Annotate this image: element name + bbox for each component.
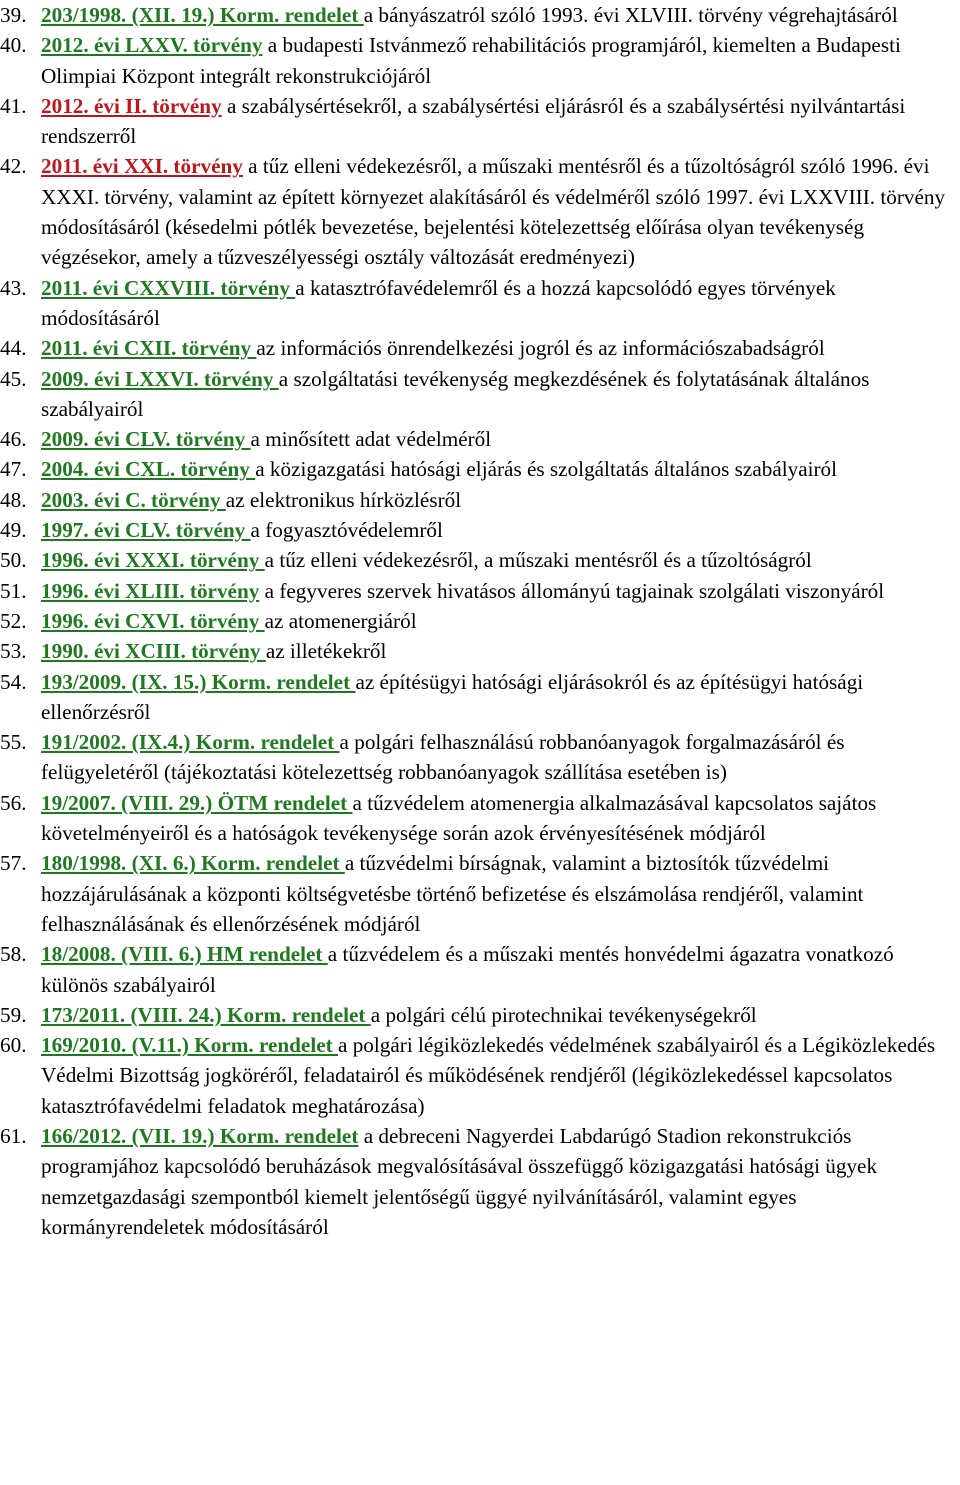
item-number: 59. [0, 1002, 27, 1027]
legislation-title: az építésügyi hatósági eljárásokról és az építésügyi hatósági ellenőrzésről [41, 669, 864, 724]
legislation-title: a bányászatról szóló 1993. évi XLVIII. törvény végrehajtásáról [363, 3, 898, 27]
item-number: 45. [0, 366, 27, 391]
item-number: 57. [0, 851, 27, 876]
legislation-link[interactable]: 1996. évi XXXI. törvény [41, 548, 265, 573]
item-number: 40. [0, 33, 27, 58]
legislation-title: a szolgáltatási tevékenység megkezdésének és folytatásának általános szabályairól [41, 366, 870, 421]
legislation-link[interactable]: 193/2009. (IX. 15.) Korm. rendelet [41, 669, 356, 694]
item-number: 43. [0, 275, 27, 300]
list-item [0, 0, 960, 30]
list-item [0, 939, 960, 1000]
legislation-link[interactable]: 173/2011. (VIII. 24.) Korm. rendelet [41, 1002, 371, 1027]
legislation-title: a tűzvédelem és a műszaki mentés honvédelmi ágazatra vonatkozó különös szabályairól [41, 942, 894, 997]
list-item [0, 273, 960, 334]
legislation-title: a debreceni Nagyerdei Labdarúgó Stadion rekonstrukciós programjához kapcsolódó beruházások megvalósításával összefüggő közigazgatási hatósági ügyek nemzetgazdasági szempontból kiemelt jelentőségű üggyé nyilvánításáról, valamint egyes kormányrendeletek módosításáról [41, 1123, 878, 1239]
item-number: 58. [0, 942, 27, 967]
legislation-title: az atomenergiáról [264, 608, 417, 633]
item-number: 47. [0, 457, 27, 482]
legislation-link[interactable]: 2011. évi XXI. törvény [41, 154, 243, 179]
legislation-link[interactable]: 1997. évi CLV. törvény [41, 518, 251, 543]
list-item [0, 545, 960, 575]
item-number: 46. [0, 427, 27, 452]
legislation-title: a budapesti Istvánmező rehabilitációs programjáról, kiemelten a Budapesti Olimpiai Központ integrált rekonstrukciójáról [41, 33, 901, 88]
legislation-title: a fegyveres szervek hivatásos állományú tagjainak szolgálati viszonyáról [259, 578, 885, 603]
item-number: 44. [0, 336, 27, 361]
list-item [0, 606, 960, 636]
list-item [0, 454, 960, 484]
legislation-title: a tűzvédelem atomenergia alkalmazásával kapcsolatos sajátos követelményeiről és a hatóságok tevékenysége során azok érvényesítésének módjáról [41, 790, 877, 846]
legislation-link[interactable]: 2009. évi LXXVI. törvény [41, 366, 279, 391]
item-number: 53. [0, 639, 27, 664]
list-item [0, 636, 960, 666]
item-number: 61. [0, 1123, 27, 1148]
item-number: 39. [0, 3, 27, 27]
legislation-link[interactable]: 191/2002. (IX.4.) Korm. rendelet [41, 730, 340, 755]
legislation-title: a tűzvédelmi bírságnak, valamint a biztosítók tűzvédelmi hozzájárulásának a központi költségvetésbe történő befizetése és elszámolása rendjéről, valamint felhasználásának és ellenőrzésének módjáról [41, 851, 864, 936]
item-number: 56. [0, 790, 27, 815]
legislation-title: a katasztrófavédelemről és a hozzá kapcsolódó egyes törvények módosításáról [41, 275, 836, 330]
legislation-link[interactable]: 2011. évi CXII. törvény [41, 336, 257, 361]
list-item [0, 485, 960, 515]
legislation-title: a fogyasztóvédelemről [250, 518, 443, 543]
legislation-title: az illetékekről [265, 639, 387, 664]
list-item [0, 1121, 960, 1242]
item-number: 60. [0, 1033, 27, 1058]
list-item [0, 364, 960, 425]
legislation-title: a szabálysértésekről, a szabálysértési eljárásról és a szabálysértési nyilvántartási rendszerről [41, 93, 906, 149]
legislation-link[interactable]: 19/2007. (VIII. 29.) ÖTM rendelet [41, 790, 353, 815]
legislation-link[interactable]: 166/2012. (VII. 19.) Korm. rendelet [41, 1123, 359, 1148]
list-item [0, 333, 960, 363]
legislation-link[interactable]: 2003. évi C. törvény [41, 487, 226, 512]
item-number: 51. [0, 578, 27, 603]
legislation-link[interactable]: 18/2008. (VIII. 6.) HM rendelet [41, 942, 328, 967]
item-number: 50. [0, 548, 27, 573]
legislation-link[interactable]: 203/1998. (XII. 19.) Korm. rendelet [41, 3, 364, 27]
list-item [0, 1030, 960, 1121]
item-number: 42. [0, 154, 27, 179]
list-item [0, 515, 960, 545]
legislation-title: a polgári célú pirotechnikai tevékenységekről [370, 1002, 757, 1027]
legislation-title: a polgári felhasználású robbanóanyagok forgalmazásáról és felügyeletéről (tájékoztatási kötelezettség robbanóanyagok szállítása esetében is) [41, 730, 845, 785]
list-item [0, 91, 960, 152]
legislation-title: a közigazgatási hatósági eljárás és szolgáltatás általános szabályairól [255, 457, 838, 482]
legislation-link[interactable]: 180/1998. (XI. 6.) Korm. rendelet [41, 851, 345, 876]
list-item [0, 1000, 960, 1030]
legislation-title: az információs önrendelkezési jogról és az információszabadságról [256, 336, 825, 361]
legislation-title: a minősített adat védelméről [250, 427, 492, 452]
item-number: 52. [0, 608, 27, 633]
legislation-link[interactable]: 1996. évi XLIII. törvény [41, 578, 260, 603]
legislation-link[interactable]: 2004. évi CXL. törvény [41, 457, 256, 482]
list-item [0, 848, 960, 939]
legislation-link[interactable]: 169/2010. (V.11.) Korm. rendelet [41, 1033, 338, 1058]
list-item [0, 727, 960, 788]
legislation-link[interactable]: 2012. évi LXXV. törvény [41, 33, 263, 58]
list-item [0, 576, 960, 606]
list-item [0, 30, 960, 91]
legislation-title: az elektronikus hírközlésről [225, 487, 462, 512]
list-item [0, 424, 960, 454]
legislation-title: a tűz elleni védekezésről, a műszaki mentésről és a tűzoltóságról [264, 548, 812, 573]
item-number: 41. [0, 93, 27, 118]
legislation-link[interactable]: 2012. évi II. törvény [41, 93, 222, 118]
item-number: 48. [0, 487, 27, 512]
legislation-link[interactable]: 2011. évi CXXVIII. törvény [41, 275, 296, 300]
item-number: 54. [0, 669, 27, 694]
list-item [0, 788, 960, 849]
item-number: 55. [0, 730, 27, 755]
legislation-link[interactable]: 1990. évi XCIII. törvény [41, 639, 266, 664]
list-item [0, 667, 960, 728]
item-number: 49. [0, 518, 27, 543]
legislation-title: a polgári légiközlekedés védelmének szabályairól és a Légiközlekedés Védelmi Bizottság jogköréről, feladatairól és működésének rendjéről (légiközlekedéssel kapcsolatos katasztrófavédelmi feladatok meghatározása) [41, 1033, 936, 1118]
legislation-link[interactable]: 2009. évi CLV. törvény [41, 427, 251, 452]
legislation-link[interactable]: 1996. évi CXVI. törvény [41, 608, 265, 633]
legislation-title: a tűz elleni védekezésről, a műszaki mentésről és a tűzoltóságról szóló 1996. évi XXXI. törvény, valamint az épített környezet alakításáról és védelméről szóló 1997. évi LXXVIII. törvény módosításáról (késedelmi pótlék bevezetése, bejelentési kötelezettség előírása olyan tevékenység végzésekor, amely a tűzveszélyességi osztály változását eredményezi) [41, 154, 946, 270]
list-item [0, 151, 960, 272]
